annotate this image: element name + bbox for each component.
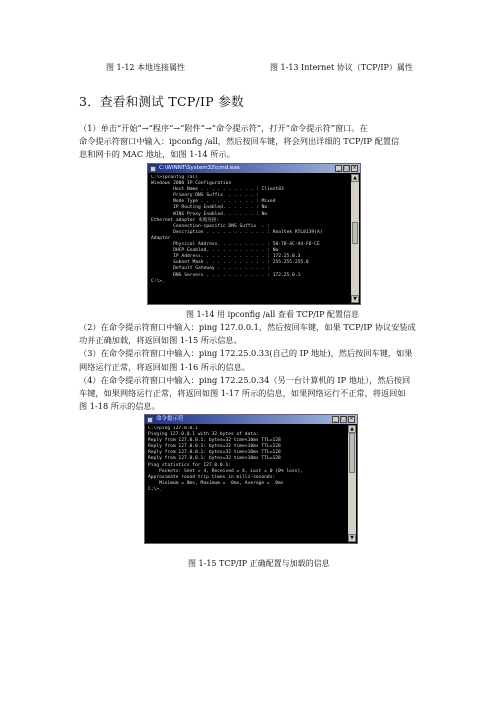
scroll-up-icon[interactable]: ▲ [351, 174, 359, 182]
paragraph-line: （2）在命令提示符窗口中输入：ping 127.0.0.1，然后按回车键，如果 TCP/IP 协议安装成 [79, 322, 416, 332]
terminal-line: Ping statistics for 127.0.0.1: [148, 462, 231, 468]
terminal-line: Reply from 127.0.0.1: bytes=32 time<10ms TTL=128 [148, 456, 281, 462]
terminal-line: C:\>_ [151, 278, 165, 284]
caption-fig-1-13: 图 1-13 Internet 协议（TCP/IP）属性 [270, 63, 413, 72]
terminal-line: IP Address. . . . . . . . . . . . : 172.25.0.3 [151, 254, 301, 260]
terminal-output [148, 426, 347, 540]
terminal-line: Description . . . . . . . . . . . : Realtek RTL8139(A) [151, 229, 323, 235]
caption-fig-1-15: 图 1-15 TCP/IP 正确配置与加载的信息 [188, 559, 330, 568]
vertical-scrollbar[interactable] [351, 174, 359, 303]
terminal-line: Packets: Sent = 4, Received = 4, Lost = 0 (0% loss), [148, 468, 303, 474]
terminal-line: C:\>ping 127.0.0.1 [148, 426, 198, 431]
scroll-up-icon[interactable]: ▲ [348, 425, 356, 433]
terminal-line: Connection-specific DNS Suffix . : [151, 223, 270, 229]
close-icon[interactable]: × [349, 416, 354, 422]
minimize-icon[interactable]: _ [332, 416, 339, 423]
close-icon[interactable]: × [352, 165, 357, 171]
window-title: C:\WINNT\System32\cmd.exe [159, 165, 240, 171]
window-title: 命令提示符 [156, 416, 184, 422]
terminal-line: C:\>ipconfig /all [151, 175, 199, 180]
terminal-line: Node Type . . . . . . . . . . : Mixed [151, 199, 276, 205]
scroll-down-icon[interactable]: ▼ [351, 295, 359, 303]
terminal-line: WINS Proxy Enabled. . . . . . : No [151, 211, 268, 217]
maximize-icon[interactable]: □ [344, 165, 349, 171]
terminal-line: C:\>_ [148, 486, 162, 492]
terminal-line: DHCP Enabled. . . . . . . . . . . : No [151, 248, 279, 254]
paragraph-step-1 [79, 122, 399, 162]
terminal-line: Physical Address. . . . . . . . . : 50-78-4C-44-F6-CE [151, 242, 320, 248]
paragraph-line: （3）在命令提示符窗口中输入：ping 172.25.0.33(自己的 IP 地址)，然后按回车键，如果 [79, 348, 413, 359]
terminal-line: DNS Servers . . . . . . . . . . . : 172.25.0.1 [151, 272, 301, 278]
caption-fig-1-12: 图 1-12 本地连接属性 [106, 63, 186, 72]
scroll-down-icon[interactable]: ▼ [348, 534, 356, 542]
paragraph-line: 车键，如果网络运行正常，将返回如图 1-17 所示的信息，如果网络运行不正常，将返回如 [79, 388, 406, 399]
window-titlebar[interactable] [148, 164, 360, 173]
cmd-window-ping [144, 414, 358, 544]
terminal-line: Reply from 127.0.0.1: bytes=32 time<10ms TTL=128 [148, 438, 281, 444]
terminal-line: Pinging 127.0.0.1 with 32 bytes of data: [148, 432, 259, 438]
vertical-scrollbar[interactable] [348, 425, 356, 542]
caption-fig-1-14: 图 1-14 用 ipconfig /all 查看 TCP/IP 配置信息 [186, 310, 360, 319]
paragraph-line: 网络运行正常，将返回如图 1-16 所示的信息。 [79, 361, 250, 372]
section-heading: 3．查看和测试 TCP/IP 参数 [79, 94, 244, 109]
terminal-line: Host Name . . . . . . . . . . : Client03 [151, 187, 284, 193]
terminal-line: Minimum = 0ms, Maximum = 0ms, Average = 0ms [148, 480, 284, 486]
terminal-line: Reply from 127.0.0.1: bytes=32 time<10ms TTL=128 [148, 444, 281, 450]
scrollbar-thumb[interactable] [349, 433, 355, 473]
terminal-line: IP Routing Enabled. . . . . . : No [151, 205, 268, 211]
maximize-icon[interactable]: □ [341, 416, 346, 422]
terminal-line: Default Gateway . . . . . . . . . : [151, 266, 270, 272]
paragraph-line: 图 1-18 所示的信息。 [79, 401, 160, 412]
paragraph-line: （1）单击“开始”→“程序”→“附件”→“命令提示符”，打开“命令提示符”窗口。在 [79, 123, 368, 133]
paragraph-line: （4）在命令提示符窗口中输入：ping 172.25.0.34（另一台计算机的 IP 地址），然后按回 [79, 374, 411, 385]
terminal-line: Reply from 127.0.0.1: bytes=32 time<10ms TTL=128 [148, 450, 281, 456]
terminal-line: Windows 2000 IP Configuration [151, 181, 232, 187]
cmd-app-icon [147, 417, 153, 423]
window-titlebar[interactable] [145, 415, 357, 424]
cmd-window-ipconfig [147, 163, 361, 305]
scrollbar-thumb[interactable] [352, 222, 358, 244]
paragraph-steps-2-4 [79, 321, 416, 413]
paragraph-line: 息和网卡的 MAC 地址，如图 1-14 所示。 [79, 149, 235, 160]
terminal-line: Ethernet adapter 本地连接: [151, 217, 220, 223]
terminal-line: Subnet Mask . . . . . . . . . . . : 255.255.255.0 [151, 260, 309, 266]
cmd-app-icon [150, 166, 156, 172]
paragraph-line: 命令提示符窗口中输入：ipconfig /all，然后按回车键，将会列出详细的 TCP/IP 配置信 [79, 136, 400, 147]
paragraph-line: 功并正确加载，将返回如图 1-15 所示信息。 [79, 335, 242, 346]
terminal-line: Adapter [151, 235, 171, 241]
minimize-icon[interactable]: _ [335, 165, 342, 172]
terminal-line: Primary DNS Suffix . . . . . : [151, 193, 259, 199]
terminal-output [151, 175, 350, 301]
terminal-line: Approximate round trip times in milli-seconds: [148, 474, 276, 480]
